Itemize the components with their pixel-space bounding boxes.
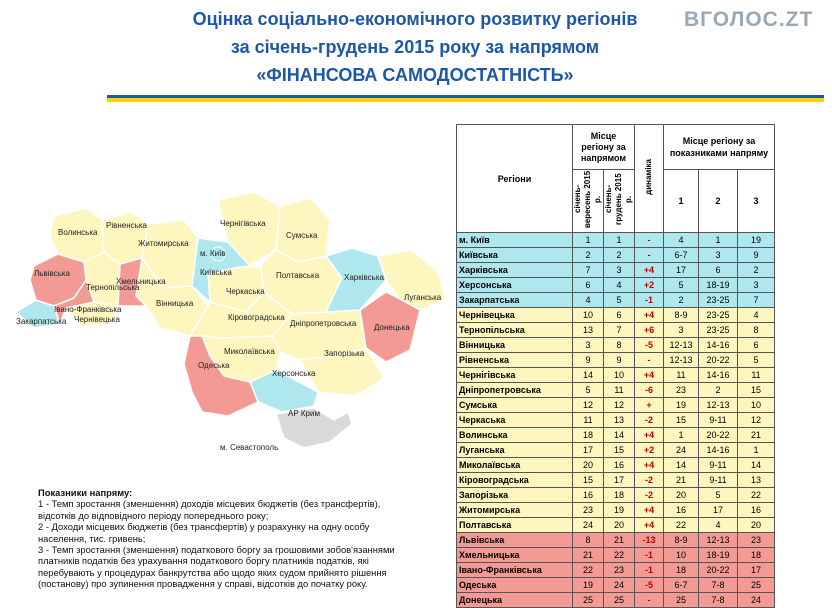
indicator-3-cell: 13 [738,473,775,488]
region-name-cell: Чернігівська [457,368,573,383]
map-label-dnipro: Дніпропетровська [290,319,357,328]
place-year-cell: 7 [604,323,635,338]
indicator-1-cell: 25 [664,593,699,608]
region-name-cell: Кіровоградська [457,473,573,488]
indicator-3-cell: 9 [738,248,775,263]
indicator-2-cell: 1 [699,233,738,248]
indicator-3-cell: 23 [738,533,775,548]
table-row [457,593,775,608]
indicator-3-cell: 18 [738,548,775,563]
place-year-cell: 9 [604,353,635,368]
header-dynamics: динаміка [635,125,664,233]
table-row [457,308,775,323]
indicator-2-cell: 7-8 [699,578,738,593]
map-label-kyiv-city: м. Київ [200,249,226,258]
place-year-cell: 13 [604,413,635,428]
indicator-2-cell: 23-25 [699,323,738,338]
indicator-1-cell: 22 [664,518,699,533]
indicator-2-cell: 20-22 [699,563,738,578]
dynamics-cell: -1 [635,563,664,578]
indicator-1-cell: 14 [664,458,699,473]
indicator-1-cell: 6-7 [664,248,699,263]
place-q3-cell: 18 [573,428,604,443]
region-name-cell: Донецька [457,593,573,608]
region-name-cell: Харківська [457,263,573,278]
indicator-1-cell: 12-13 [664,353,699,368]
map-label-zakarpatska: Закарпатська [16,317,67,326]
title-line-2: за січень-грудень 2015 року за напрямом [230,37,600,57]
indicator-2-cell: 14-16 [699,338,738,353]
table-row [457,248,775,263]
indicator-1-cell: 3 [664,323,699,338]
indicator-2-cell: 20-22 [699,428,738,443]
place-year-cell: 2 [604,248,635,263]
place-q3-cell: 21 [573,548,604,563]
indicator-3-cell: 14 [738,458,775,473]
indicator-3-cell: 20 [738,518,775,533]
dynamics-cell: +4 [635,518,664,533]
place-year-cell: 18 [604,488,635,503]
map-label-kyivska: Київська [200,268,232,277]
place-year-cell: 8 [604,338,635,353]
table-row [457,458,775,473]
place-q3-cell: 20 [573,458,604,473]
place-year-cell: 14 [604,428,635,443]
place-q3-cell: 9 [573,353,604,368]
map-label-volynska: Волинська [58,228,98,237]
table-row [457,563,775,578]
map-label-sumska: Сумська [286,231,318,240]
place-q3-cell: 22 [573,563,604,578]
indicator-1-cell: 17 [664,263,699,278]
region-name-cell: Житомирська [457,503,573,518]
place-year-cell: 15 [604,443,635,458]
header-place: Місце регіону за напрямом [573,125,635,170]
place-year-cell: 6 [604,308,635,323]
region-name-cell: Львівська [457,533,573,548]
table-row [457,413,775,428]
ukraine-map [14,180,454,460]
map-label-sevastopol: м. Севастополь [220,443,279,452]
indicator-2-cell: 12-13 [699,533,738,548]
indicator-3-cell: 3 [738,278,775,293]
dynamics-cell: +2 [635,443,664,458]
indicator-1-cell: 6-7 [664,578,699,593]
place-q3-cell: 25 [573,593,604,608]
indicator-2-cell: 9-11 [699,458,738,473]
map-label-kirovohradska: Кіровоградська [228,313,285,322]
dynamics-cell: -1 [635,548,664,563]
indicator-3-cell: 25 [738,578,775,593]
place-year-cell: 21 [604,533,635,548]
place-q3-cell: 23 [573,503,604,518]
region-name-cell: Дніпропетровська [457,383,573,398]
title-line-3: «ФІНАНСОВА САМОДОСТАТНІСТЬ» [256,65,574,85]
indicator-3-cell: 22 [738,488,775,503]
place-q3-cell: 12 [573,398,604,413]
indicator-3-cell: 17 [738,563,775,578]
indicator-2-cell: 14-16 [699,443,738,458]
table-row [457,398,775,413]
indicator-3-cell: 24 [738,593,775,608]
site-logo: ВГОЛОС.ZT [684,8,814,31]
place-year-cell: 11 [604,383,635,398]
indicator-2-cell: 4 [699,518,738,533]
indicator-1-cell: 16 [664,503,699,518]
region-name-cell: Чернівецька [457,308,573,323]
region-name-cell: Полтавська [457,518,573,533]
legend [38,487,398,590]
map-label-zhytomyrska: Житомирська [138,239,189,248]
header-ind-3: 3 [738,170,775,233]
place-q3-cell: 16 [573,488,604,503]
table-row [457,323,775,338]
table-row [457,548,775,563]
map-label-vinnytska: Вінницька [156,299,194,308]
dynamics-cell: -5 [635,338,664,353]
dynamics-cell: +4 [635,428,664,443]
place-q3-cell: 14 [573,368,604,383]
indicator-1-cell: 15 [664,413,699,428]
region-name-cell: Одеська [457,578,573,593]
map-label-khersonska: Херсонська [272,369,316,378]
map-label-cherkaska: Черкаська [226,287,265,296]
place-year-cell: 5 [604,293,635,308]
indicator-1-cell: 19 [664,398,699,413]
indicator-3-cell: 10 [738,398,775,413]
dynamics-cell: -13 [635,533,664,548]
ranking-table [456,124,775,608]
map-label-chernivetska: Чернівецька [74,315,120,324]
table-row [457,233,775,248]
region-name-cell: Тернопільська [457,323,573,338]
header-col-q3: січень-вересень 2015 р. [573,170,604,233]
dynamics-cell: - [635,353,664,368]
indicator-3-cell: 21 [738,428,775,443]
table-row [457,443,775,458]
region-name-cell: Луганська [457,443,573,458]
map-label-donetska: Донецька [374,323,410,332]
indicator-3-cell: 5 [738,353,775,368]
indicator-1-cell: 11 [664,368,699,383]
header-regions: Регіони [457,125,573,233]
map-label-odeska: Одеська [198,361,230,370]
place-q3-cell: 4 [573,293,604,308]
indicator-3-cell: 7 [738,293,775,308]
place-year-cell: 1 [604,233,635,248]
region-name-cell: Волинська [457,428,573,443]
dynamics-cell: +6 [635,323,664,338]
place-year-cell: 17 [604,473,635,488]
table-row [457,488,775,503]
map-label-poltavska: Полтавська [276,271,320,280]
table-row [457,473,775,488]
indicator-2-cell: 6 [699,263,738,278]
indicator-1-cell: 24 [664,443,699,458]
map-label-mykolaivska: Миколаївська [224,347,275,356]
legend-item-1: 1 - Темп зростання (зменшення) доходів місцевих бюджетів (без трансфертів), відсотків до відповідного періоду попереднього року; [38,498,381,521]
region-name-cell: Запорізька [457,488,573,503]
place-q3-cell: 1 [573,233,604,248]
dynamics-cell: +4 [635,263,664,278]
place-q3-cell: 24 [573,518,604,533]
map-label-zaporizka: Запорізька [324,349,365,358]
indicator-3-cell: 15 [738,383,775,398]
dynamics-cell: +2 [635,278,664,293]
indicator-3-cell: 11 [738,368,775,383]
dynamics-cell: -1 [635,293,664,308]
indicator-2-cell: 5 [699,488,738,503]
indicator-3-cell: 16 [738,503,775,518]
dynamics-cell: -6 [635,383,664,398]
map-label-rivnenska: Рівненська [106,221,147,230]
dynamics-cell: +4 [635,308,664,323]
place-q3-cell: 10 [573,308,604,323]
place-q3-cell: 7 [573,263,604,278]
place-q3-cell: 6 [573,278,604,293]
indicator-2-cell: 3 [699,248,738,263]
map-label-luhanska: Луганська [404,293,442,302]
place-year-cell: 12 [604,398,635,413]
table-row [457,518,775,533]
indicator-2-cell: 7-8 [699,593,738,608]
legend-item-3: 3 - Темп зростання (зменшення) податкового боргу за грошовими зобов'язаннями платників податків без урахування податкового боргу платників податків, які перебувають у процедурах банкрутства або щодо яких судом прийнято рішення (постанову) про зупинення провадження у справі, відсотків до початку року. [38,544,395,590]
table-row [457,503,775,518]
indicator-2-cell: 18-19 [699,278,738,293]
indicator-3-cell: 6 [738,338,775,353]
place-q3-cell: 13 [573,323,604,338]
place-year-cell: 20 [604,518,635,533]
indicator-1-cell: 20 [664,488,699,503]
indicator-1-cell: 1 [664,428,699,443]
table-row [457,383,775,398]
legend-item-2: 2 - Доходи місцевих бюджетів (без трансфертів) у розрахунку на одну особу населення, тис. гривень; [38,521,370,544]
table-row [457,533,775,548]
dynamics-cell: +4 [635,503,664,518]
region-name-cell: Миколаївська [457,458,573,473]
indicator-2-cell: 2 [699,383,738,398]
region-name-cell: Черкаська [457,413,573,428]
indicator-2-cell: 18-19 [699,548,738,563]
map-label-khmelnytska: Хмельницька [116,277,166,286]
place-year-cell: 16 [604,458,635,473]
region-name-cell: Київська [457,248,573,263]
title-line-1: Оцінка соціально-економічного розвитку регіонів [192,9,638,29]
table-row [457,338,775,353]
indicator-1-cell: 5 [664,278,699,293]
indicator-2-cell: 9-11 [699,473,738,488]
flag-stripe-yellow [107,98,824,102]
legend-title: Показники напряму: [38,487,133,498]
table-row [457,578,775,593]
indicator-3-cell: 12 [738,413,775,428]
table-row [457,293,775,308]
place-q3-cell: 19 [573,578,604,593]
dynamics-cell: + [635,398,664,413]
dynamics-cell: +4 [635,458,664,473]
place-year-cell: 19 [604,503,635,518]
indicator-1-cell: 4 [664,233,699,248]
dynamics-cell: -2 [635,473,664,488]
place-q3-cell: 11 [573,413,604,428]
map-sumska [276,198,330,262]
header-ind-1: 1 [664,170,699,233]
indicator-1-cell: 2 [664,293,699,308]
header-indicators: Місце регіону за показниками напряму [664,125,775,170]
place-q3-cell: 17 [573,443,604,458]
indicator-2-cell: 23-25 [699,308,738,323]
header-col-year: січень-грудень 2015 р. [604,170,635,233]
region-name-cell: Вінницька [457,338,573,353]
map-label-ivano: Івано-Франківська [54,305,122,314]
map-label-chernihivska: Чернігівська [220,219,266,228]
place-year-cell: 24 [604,578,635,593]
place-q3-cell: 5 [573,383,604,398]
dynamics-cell: - [635,593,664,608]
region-name-cell: Хмельницька [457,548,573,563]
indicator-3-cell: 19 [738,233,775,248]
region-name-cell: м. Київ [457,233,573,248]
map-label-crimea: АР Крим [288,409,320,418]
indicator-2-cell: 9-11 [699,413,738,428]
header-ind-2: 2 [699,170,738,233]
map-label-lvivska: Львівська [34,269,70,278]
table-row [457,428,775,443]
dynamics-cell: - [635,248,664,263]
indicator-2-cell: 17 [699,503,738,518]
region-name-cell: Сумська [457,398,573,413]
region-name-cell: Закарпатська [457,293,573,308]
indicator-1-cell: 18 [664,563,699,578]
indicator-2-cell: 14-16 [699,368,738,383]
dynamics-cell: -2 [635,413,664,428]
place-year-cell: 4 [604,278,635,293]
indicator-1-cell: 23 [664,383,699,398]
indicator-1-cell: 8-9 [664,533,699,548]
map-label-kharkivska: Харківська [344,273,384,282]
indicator-1-cell: 10 [664,548,699,563]
dynamics-cell: +4 [635,368,664,383]
indicator-2-cell: 20-22 [699,353,738,368]
region-name-cell: Івано-Франківська [457,563,573,578]
indicator-1-cell: 8-9 [664,308,699,323]
dynamics-cell: - [635,233,664,248]
map-label-ternopilska: Тернопільська [86,283,140,292]
table-row [457,368,775,383]
place-q3-cell: 15 [573,473,604,488]
indicator-2-cell: 12-13 [699,398,738,413]
place-q3-cell: 2 [573,248,604,263]
indicator-1-cell: 12-13 [664,338,699,353]
place-q3-cell: 8 [573,533,604,548]
region-name-cell: Рівненська [457,353,573,368]
table-row [457,263,775,278]
table-row [457,278,775,293]
place-year-cell: 3 [604,263,635,278]
indicator-3-cell: 2 [738,263,775,278]
place-q3-cell: 3 [573,338,604,353]
region-name-cell: Херсонська [457,278,573,293]
indicator-3-cell: 1 [738,443,775,458]
table-row [457,353,775,368]
indicator-3-cell: 8 [738,323,775,338]
place-year-cell: 10 [604,368,635,383]
place-year-cell: 25 [604,593,635,608]
place-year-cell: 23 [604,563,635,578]
indicator-3-cell: 4 [738,308,775,323]
place-year-cell: 22 [604,548,635,563]
indicator-2-cell: 23-25 [699,293,738,308]
dynamics-cell: -5 [635,578,664,593]
indicator-1-cell: 21 [664,473,699,488]
dynamics-cell: -2 [635,488,664,503]
